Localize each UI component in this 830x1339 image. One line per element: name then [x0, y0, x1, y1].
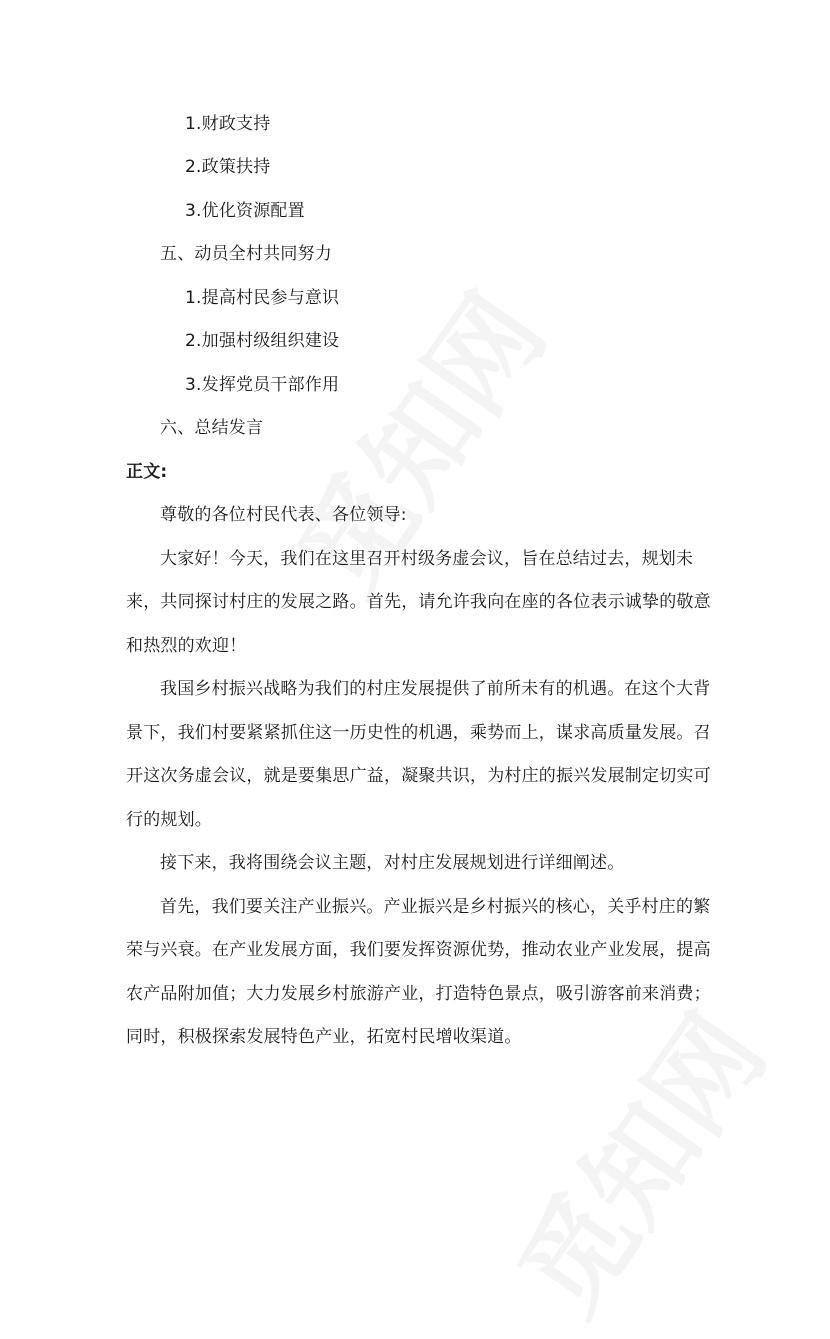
outline-item-4-1: 1.财政支持: [185, 114, 271, 134]
paragraph-4-line: 荣与兴衰。在产业发展方面，我们要发挥资源优势，推动农业产业发展，提高: [126, 940, 711, 960]
paragraph-4-line: 首先，我们要关注产业振兴。产业振兴是乡村振兴的核心，关乎村庄的繁: [160, 897, 711, 917]
paragraph-2-line: 我国乡村振兴战略为我们的村庄发展提供了前所未有的机遇。在这个大背: [160, 679, 711, 699]
paragraph-4-line: 同时，积极探索发展特色产业，拓宽村民增收渠道。: [126, 1027, 522, 1047]
outline-item-4-3: 3.优化资源配置: [185, 201, 305, 221]
paragraph-1-line: 大家好！今天，我们在这里召开村级务虚会议，旨在总结过去，规划未: [160, 549, 694, 569]
salutation: 尊敬的各位村民代表、各位领导:: [160, 505, 407, 525]
outline-section-6: 六、总结发言: [160, 418, 264, 438]
paragraph-4-line: 农产品附加值；大力发展乡村旅游产业，打造特色景点，吸引游客前来消费；: [126, 984, 711, 1004]
paragraph-3: 接下来，我将围绕会议主题，对村庄发展规划进行详细阐述。: [160, 853, 625, 873]
paragraph-2-line: 行的规划。: [126, 810, 212, 830]
outline-item-5-3: 3.发挥党员干部作用: [185, 375, 340, 395]
outline-item-4-2: 2.政策扶持: [185, 157, 271, 177]
watermark: [476, 979, 795, 1339]
outline-section-5: 五、动员全村共同努力: [160, 244, 332, 264]
body-heading: 正文:: [126, 462, 168, 482]
paragraph-2-line: 开这次务虚会议，就是要集思广益，凝聚共识，为村庄的振兴发展制定切实可: [126, 766, 711, 786]
paragraph-1-line: 来，共同探讨村庄的发展之路。首先，请允许我向在座的各位表示诚挚的敬意: [126, 592, 711, 612]
outline-item-5-1: 1.提高村民参与意识: [185, 288, 340, 308]
paragraph-2-line: 景下，我们村要紧紧抓住这一历史性的机遇，乘势而上，谋求高质量发展。召: [126, 723, 711, 743]
outline-item-5-2: 2.加强村级组织建设: [185, 331, 340, 351]
paragraph-1-line: 和热烈的欢迎！: [126, 636, 247, 656]
